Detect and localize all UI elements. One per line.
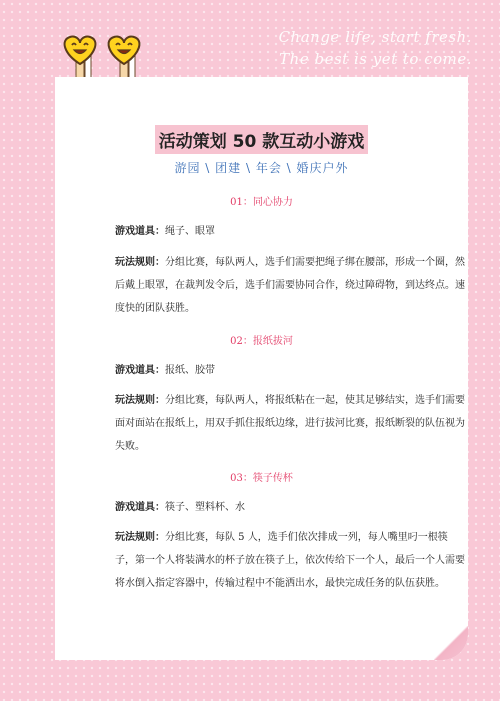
rules-label: 玩法规则： [115, 257, 165, 268]
section-heading: 02：报纸拔河 [230, 336, 293, 347]
title-wrapper [55, 125, 468, 154]
props-text: 筷子、塑料杯、水 [165, 502, 245, 513]
props-paragraph [115, 359, 465, 382]
rules-text: 分组比赛，每队 5 人，选手们依次排成一列，每人嘴里叼一根筷子，第一个人将装满水的杯子放在筷子上，依次传给下一个人，最后一个人需要将水倒入指定容器中，传输过程中不能洒出水，最快完成任务的队伍获胜。 [115, 532, 465, 589]
decorative-slogan-line-2: The best is yet to come. [279, 50, 472, 68]
rules-text: 分组比赛，每队两人，将报纸粘在一起，使其足够结实，选手们需要面对面站在报纸上，用双手抓住报纸边缘，进行拔河比赛，报纸断裂的队伍视为失败。 [115, 395, 465, 452]
props-label: 游戏道具： [115, 365, 165, 376]
props-paragraph [115, 220, 465, 243]
page-curl-corner [434, 626, 468, 660]
props-label: 游戏道具： [115, 226, 165, 237]
props-text: 报纸、胶带 [165, 365, 215, 376]
rules-label: 玩法规则： [115, 532, 165, 543]
rules-paragraph [115, 251, 465, 320]
rules-text: 分组比赛，每队两人，选手们需要把绳子绑在腰部，形成一个圈，然后戴上眼罩，在裁判发令后，选手们需要协同合作，绕过障碍物，到达终点。速度快的团队获胜。 [115, 257, 465, 314]
document-subtitle: 游园 \ 团建 \ 年会 \ 婚庆户外 [174, 161, 349, 175]
document-page [55, 77, 468, 660]
props-text: 绳子、眼罩 [165, 226, 215, 237]
rules-label: 玩法规则： [115, 395, 165, 406]
section-heading: 01：同心协力 [230, 197, 293, 208]
decorative-slogan-line-1: Change life, start fresh. [278, 28, 472, 46]
props-label: 游戏道具： [115, 502, 165, 513]
props-paragraph [115, 496, 465, 519]
rules-paragraph [115, 389, 465, 458]
rules-paragraph [115, 526, 465, 595]
document-title: 活动策划 50 款互动小游戏 [155, 125, 369, 154]
section-heading: 03：筷子传杯 [230, 473, 293, 484]
